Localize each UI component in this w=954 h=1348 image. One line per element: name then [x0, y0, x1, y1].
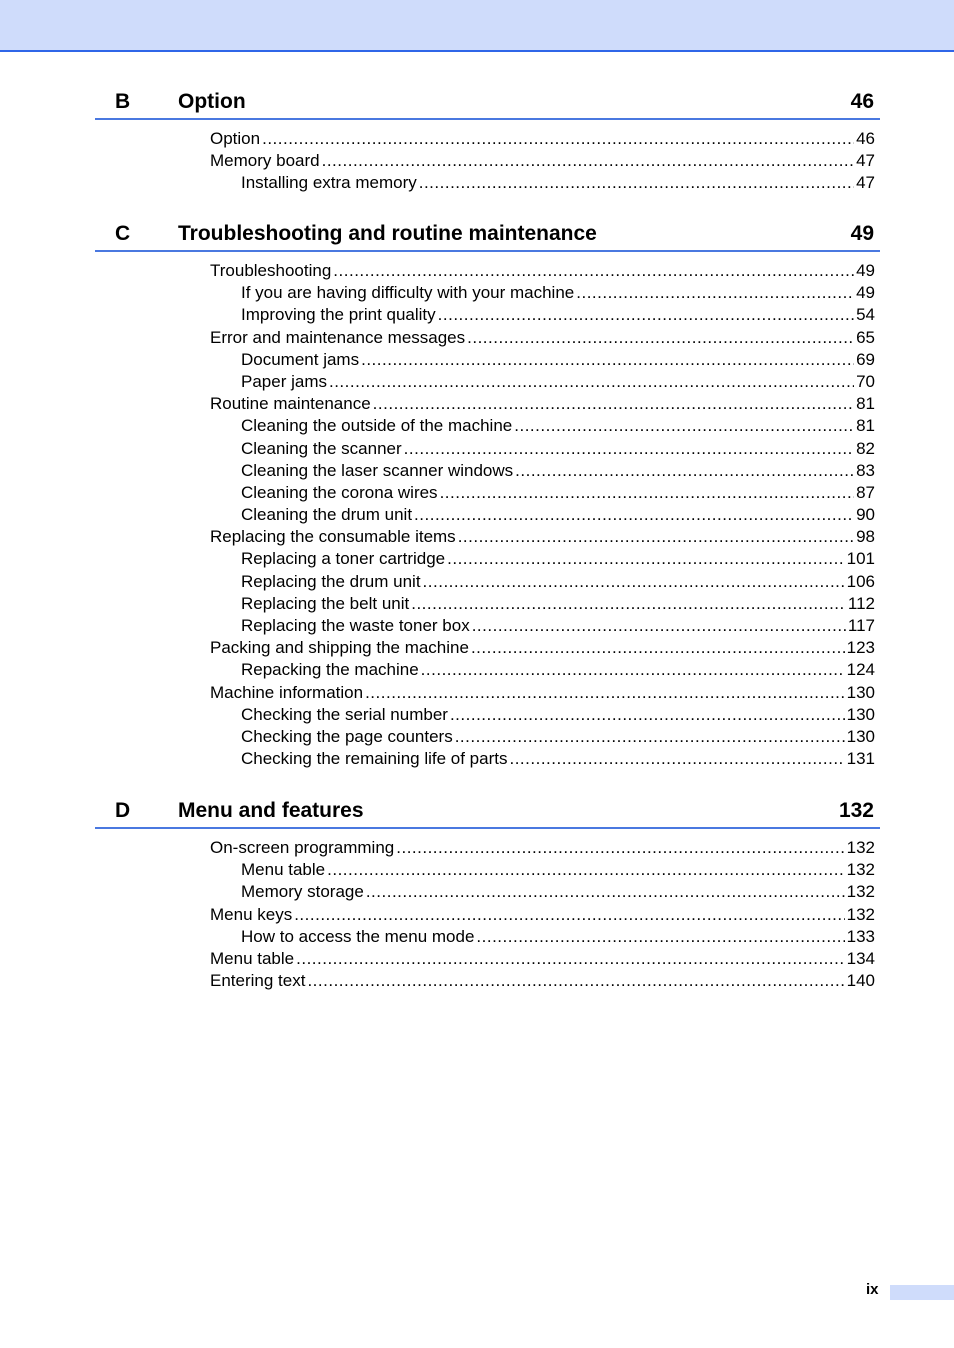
dot-leader	[366, 881, 845, 903]
toc-entry-page: 123	[846, 638, 875, 658]
dot-leader	[514, 415, 854, 437]
toc-entry[interactable]	[95, 948, 880, 970]
toc-entry-label: Menu table	[210, 948, 295, 968]
toc-entry-label: Cleaning the outside of the machine	[241, 416, 513, 436]
toc-entry[interactable]	[95, 659, 880, 681]
page-number-label: ix	[866, 1281, 879, 1298]
dot-leader	[472, 615, 846, 637]
toc-entry-page: 49	[856, 283, 875, 303]
toc-entry-page: 124	[846, 660, 875, 680]
toc-entry-label: Cleaning the laser scanner windows	[241, 460, 514, 480]
toc-entry-label: Repacking the machine	[241, 660, 419, 680]
toc-entry-page: 112	[847, 593, 875, 613]
toc-entry[interactable]	[95, 726, 880, 748]
section-entries	[95, 837, 880, 992]
toc-entry-label: How to access the menu mode	[241, 926, 475, 946]
toc-entry-label: Improving the print quality	[241, 305, 436, 325]
dot-leader	[467, 327, 854, 349]
dot-leader	[329, 371, 854, 393]
section-letter: C	[115, 222, 131, 245]
section-title: Option	[178, 90, 246, 113]
toc-entry-label: Checking the page counters	[241, 726, 453, 746]
toc-entry-page: 46	[856, 129, 875, 148]
dot-leader	[476, 926, 844, 948]
toc-entry-page: 47	[856, 151, 875, 171]
toc-entry[interactable]	[95, 904, 880, 926]
toc-entry[interactable]	[95, 504, 880, 526]
toc-entry[interactable]	[95, 260, 880, 282]
dot-leader	[447, 548, 845, 570]
toc-entry-label: Memory board	[210, 151, 320, 171]
toc-entry-label: Replacing a toner cartridge	[241, 549, 446, 569]
dot-leader	[411, 593, 846, 615]
section-heading[interactable]	[95, 218, 880, 252]
toc-entry[interactable]	[95, 438, 880, 460]
section-page-number: 49	[850, 222, 874, 245]
toc-entry-page: 132	[846, 838, 875, 857]
footer-tab	[890, 1285, 954, 1300]
toc-entry[interactable]	[95, 415, 880, 437]
toc-entry-page: 130	[846, 704, 875, 724]
toc-entry-label: Machine information	[210, 682, 364, 702]
toc-entry-label: Routine maintenance	[210, 394, 371, 414]
toc-entry-label: If you are having difficulty with your machine	[241, 283, 575, 303]
toc-entry[interactable]	[95, 150, 880, 172]
dot-leader	[373, 393, 854, 415]
dot-leader	[471, 637, 845, 659]
dot-leader	[327, 859, 845, 881]
section-page-number: 132	[838, 799, 874, 822]
dot-leader	[333, 260, 854, 282]
toc-entry[interactable]	[95, 615, 880, 637]
dot-leader	[296, 948, 845, 970]
toc-entry-page: 132	[846, 882, 875, 902]
dot-leader	[414, 504, 854, 526]
toc-entry-page: 90	[856, 505, 875, 525]
dot-leader	[322, 150, 854, 172]
toc-entry[interactable]	[95, 881, 880, 903]
toc-entry-page: 81	[856, 416, 875, 436]
toc-entry-page: 54	[856, 305, 875, 325]
dot-leader	[396, 837, 844, 859]
toc-section-d	[95, 795, 880, 992]
toc-entry-label: Replacing the belt unit	[241, 593, 410, 613]
toc-entry[interactable]	[95, 593, 880, 615]
toc-entry-label: Packing and shipping the machine	[210, 638, 469, 658]
toc-entry-label: Replacing the drum unit	[241, 571, 421, 591]
toc-entry-page: 133	[846, 926, 875, 946]
section-letter: B	[115, 90, 131, 113]
toc-entry[interactable]	[95, 327, 880, 349]
dot-leader	[404, 438, 854, 460]
toc-entry[interactable]	[95, 548, 880, 570]
toc-entry-label: Cleaning the corona wires	[241, 482, 438, 502]
toc-entry-label: Replacing the waste toner box	[241, 616, 470, 635]
toc-section-b	[95, 86, 880, 195]
toc-entry-label: Paper jams	[241, 371, 327, 391]
toc-entry-page: 134	[846, 948, 875, 968]
toc-entry[interactable]	[95, 571, 880, 593]
dot-leader	[515, 460, 854, 482]
toc-entry-page: 47	[856, 173, 875, 193]
toc-entry[interactable]	[95, 682, 880, 704]
toc-entry-page: 81	[856, 394, 875, 414]
toc-entry-page: 70	[856, 371, 875, 391]
section-entries	[95, 128, 880, 195]
dot-leader	[455, 726, 845, 748]
toc-entry-label: Checking the remaining life of parts	[241, 749, 508, 769]
toc-entry[interactable]	[95, 349, 880, 371]
toc-entry-page: 49	[856, 261, 875, 280]
toc-entry-label: On-screen programming	[210, 838, 395, 857]
toc-entry-label: Error and maintenance messages	[210, 327, 466, 347]
dot-leader	[361, 349, 854, 371]
toc-entry-label: Cleaning the drum unit	[241, 505, 413, 525]
dot-leader	[576, 282, 854, 304]
toc-entry[interactable]	[95, 172, 880, 194]
toc-entry-label: Option	[210, 129, 261, 148]
toc-entry-label: Memory storage	[241, 882, 364, 902]
toc-entry-page: 131	[846, 749, 875, 769]
toc-entry[interactable]	[95, 859, 880, 881]
toc-entry[interactable]	[95, 460, 880, 482]
toc-entry-label: Entering text	[210, 971, 306, 991]
toc-entry-page: 132	[846, 904, 875, 924]
toc-entry[interactable]	[95, 526, 880, 548]
toc-entry-label: Document jams	[241, 349, 360, 369]
dot-leader	[419, 172, 854, 194]
toc-entry-label: Menu table	[241, 860, 326, 880]
dot-leader	[307, 970, 844, 992]
toc-entry-page: 117	[847, 616, 875, 635]
toc-section-c	[95, 218, 880, 770]
toc-entry[interactable]	[95, 748, 880, 770]
toc-entry-page: 98	[856, 527, 875, 547]
toc-entry-label: Installing extra memory	[241, 173, 417, 193]
dot-leader	[509, 748, 844, 770]
toc-entry-page: 87	[856, 482, 875, 502]
section-heading[interactable]	[95, 86, 880, 120]
toc-entry[interactable]	[95, 926, 880, 948]
dot-leader	[438, 304, 854, 326]
toc-entry-page: 106	[846, 571, 875, 591]
section-heading[interactable]	[95, 795, 880, 829]
toc-entry-page: 140	[846, 971, 875, 991]
toc-entry-page: 130	[846, 682, 875, 702]
dot-leader	[262, 128, 854, 150]
toc-entry[interactable]	[95, 128, 880, 150]
toc-entry-label: Replacing the consumable items	[210, 527, 456, 547]
toc-entry-page: 69	[856, 349, 875, 369]
toc-entry[interactable]	[95, 482, 880, 504]
toc-entry-label: Menu keys	[210, 904, 293, 924]
section-page-number: 46	[850, 90, 874, 113]
dot-leader	[458, 526, 854, 548]
toc-entry-page: 82	[856, 438, 875, 458]
dot-leader	[421, 659, 845, 681]
toc-entry[interactable]	[95, 393, 880, 415]
toc-entry-page: 132	[846, 860, 875, 880]
toc-entry[interactable]	[95, 371, 880, 393]
dot-leader	[450, 704, 845, 726]
toc-entry-page: 65	[856, 327, 875, 347]
toc-entry[interactable]	[95, 304, 880, 326]
toc-entry-page: 130	[846, 726, 875, 746]
toc-entry[interactable]	[95, 282, 880, 304]
toc-entry[interactable]	[95, 837, 880, 859]
toc-entry[interactable]	[95, 970, 880, 992]
section-letter: D	[115, 799, 131, 822]
section-entries	[95, 260, 880, 770]
toc-entry[interactable]	[95, 704, 880, 726]
toc-entry-page: 101	[846, 549, 875, 569]
header-band	[0, 0, 954, 52]
toc-entry-label: Checking the serial number	[241, 704, 448, 724]
section-title: Menu and features	[178, 799, 364, 822]
toc-entry-page: 83	[856, 460, 875, 480]
dot-leader	[440, 482, 855, 504]
dot-leader	[365, 682, 845, 704]
toc-entry-label: Cleaning the scanner	[241, 438, 402, 458]
section-title: Troubleshooting and routine maintenance	[178, 222, 597, 245]
toc-entry-label: Troubleshooting	[210, 261, 332, 280]
dot-leader	[294, 904, 844, 926]
toc-entry[interactable]	[95, 637, 880, 659]
dot-leader	[423, 571, 845, 593]
